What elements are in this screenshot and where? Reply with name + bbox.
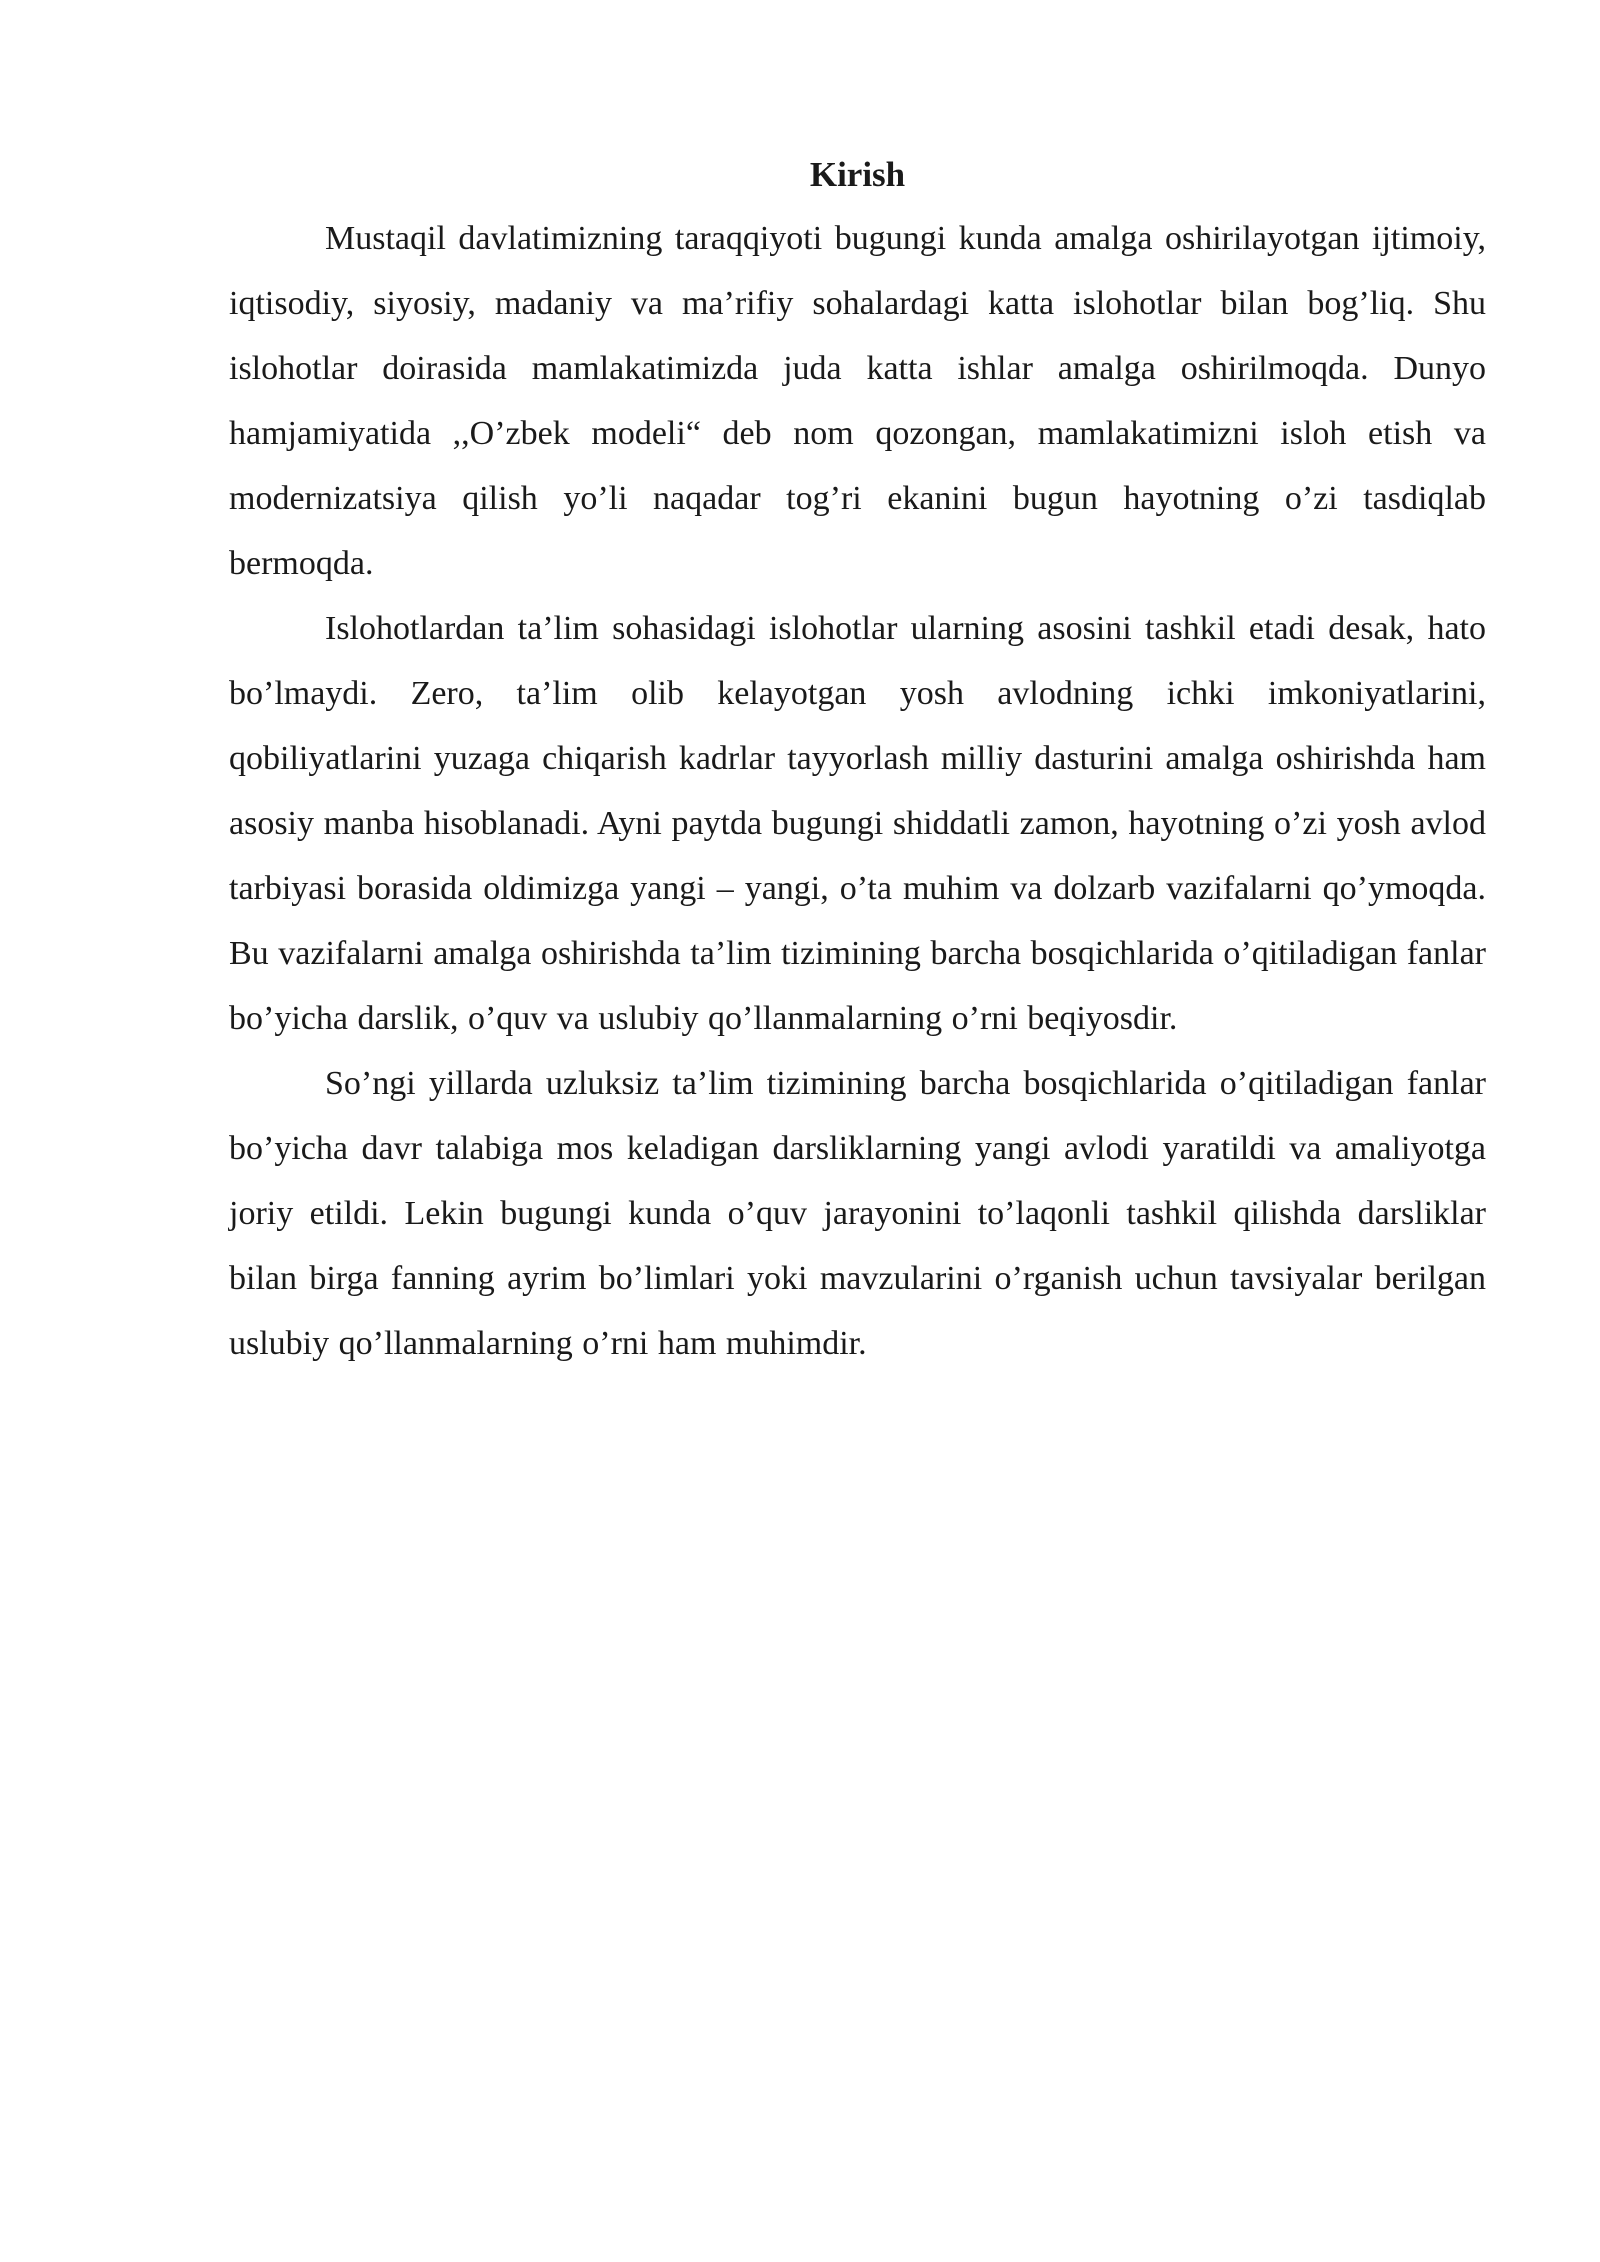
- document-body: [229, 148, 1486, 1376]
- paragraph-3: So’ngi yillarda uzluksiz ta’lim tizimining barcha bosqichlarida o’qitiladigan fanlar bo’yicha davr talabiga mos keladigan darsliklarning yangi avlodi yaratildi va amaliyotga joriy etildi. Lekin bugungi kunda o’quv jarayonini to’laqonli tashkil qilishda darsliklar bilan birga fanning ayrim bo’limlari yoki mavzularini o’rganish uchun tavsiyalar berilgan uslubiy qo’llanmalarning o’rni ham muhimdir.: [229, 1065, 1486, 1362]
- page-title: Kirish: [809, 155, 906, 194]
- paragraph-1: Mustaqil davlatimizning taraqqiyoti bugungi kunda amalga oshirilayotgan ijtimoiy, iqtisodiy, siyosiy, madaniy va ma’rifiy sohalardagi katta islohotlar bilan bog’liq. Shu islohotlar doirasida mamlakatimizda juda katta ishlar amalga oshirilmoqda. Dunyo hamjamiyatida ,,O’zbek modeli“ deb nom qozongan, mamlakatimizni isloh etish va modernizatsiya qilish yo’li naqadar tog’ri ekanini bugun hayotning o’zi tasdiqlab bermoqda.: [229, 220, 1486, 582]
- paragraph-2: Islohotlardan ta’lim sohasidagi islohotlar ularning asosini tashkil etadi desak, hato bo’lmaydi. Zero, ta’lim olib kelayotgan yosh avlodning ichki imkoniyatlarini, qobiliyatlarini yuzaga chiqarish kadrlar tayyorlash milliy dasturini amalga oshirishda ham asosiy manba hisoblanadi. Ayni paytda bugungi shiddatli zamon, hayotning o’zi yosh avlod tarbiyasi borasida oldimizga yangi – yangi, o’ta muhim va dolzarb vazifalarni qo’ymoqda. Bu vazifalarni amalga oshirishda ta’lim tizimining barcha bosqichlarida o’qitiladigan fanlar bo’yicha darslik, o’quv va uslubiy qo’llanmalarning o’rni beqiyosdir.: [229, 610, 1486, 1037]
